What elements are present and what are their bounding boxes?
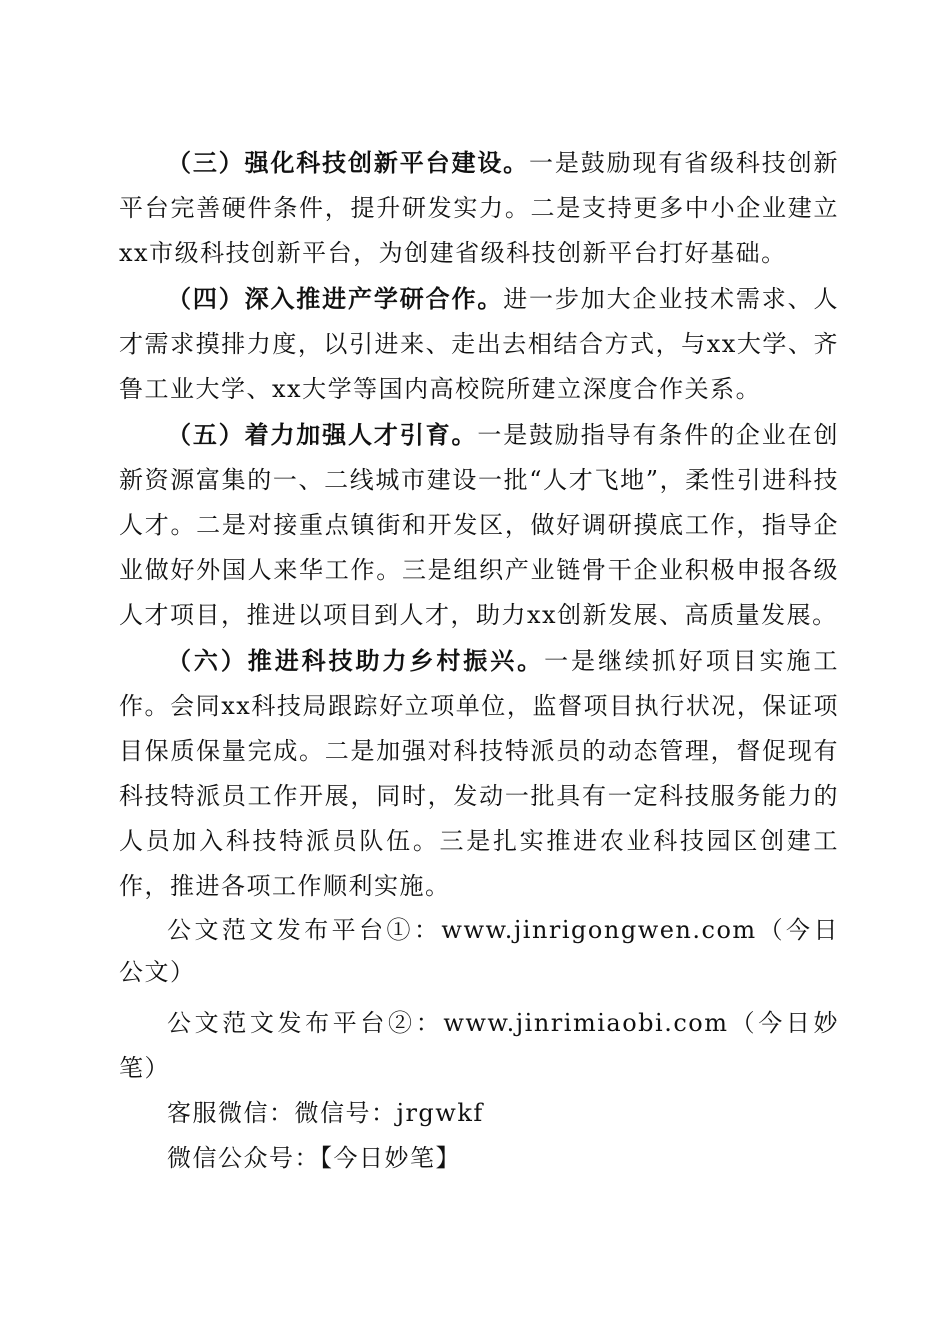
platform-1-line: 公文范文发布平台①：www.jinrigongwen.com（今日公文） [119, 916, 839, 986]
section-paragraph-3 [119, 140, 839, 276]
section-heading-4: （四）深入推进产学研合作。 [167, 284, 504, 313]
section-body-6: 一是继续抓好项目实施工作。会同xx科技局跟踪好立项单位，监督项目执行状况，保证项目保质保量完成。二是加强对科技特派员的动态管理，督促现有科技特派员工作开展，同时，发动一批具有一定科技服务能力的人员加入科技特派员队伍。三是扎实推进农业科技园区创建工作，推进各项工作顺利实施。 [119, 647, 839, 900]
public-account-line: 微信公众号：【今日妙笔】 [167, 1144, 461, 1172]
section-body-3: 一是鼓励现有省级科技创新平台完善硬件条件，提升研发实力。二是支持更多中小企业建立xx市级科技创新平台，为创建省级科技创新平台打好基础。 [119, 149, 840, 267]
section-paragraph-5 [119, 412, 839, 638]
section-body-4: 进一步加大企业技术需求、人才需求摸排力度，以引进来、走出去相结合方式，与xx大学、齐鲁工业大学、xx大学等国内高校院所建立深度合作关系。 [119, 285, 840, 403]
section-heading-3: （三）强化科技创新平台建设。 [167, 148, 530, 177]
section-heading-6: （六）推进科技助力乡村振兴。 [167, 646, 545, 675]
document-body [119, 140, 839, 1181]
footer-block [119, 909, 839, 1181]
section-body-5: 一是鼓励指导有条件的企业在创新资源富集的一、二线城市建设一批“人才飞地”，柔性引进科技人才。二是对接重点镇街和开发区，做好调研摸底工作，指导企业做好外国人来华工作。三是组织产业链骨干企业积极申报各级人才项目，推进以项目到人才，助力xx创新发展、高质量发展。 [119, 421, 840, 629]
section-paragraph-4 [119, 276, 839, 412]
service-wechat-line: 客服微信：微信号：jrgwkf [167, 1099, 484, 1127]
platform-2-line: 公文范文发布平台②：www.jinrimiaobi.com（今日妙笔） [119, 1009, 839, 1082]
section-paragraph-6 [119, 638, 839, 909]
section-heading-5: （五）着力加强人才引育。 [167, 420, 478, 449]
